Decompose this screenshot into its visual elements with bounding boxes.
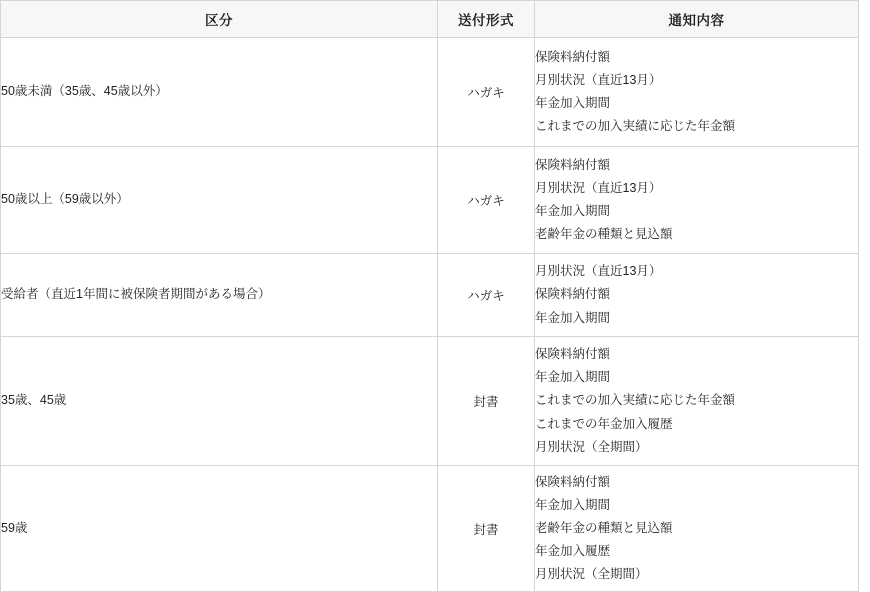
content-line: 月別状況（直近13月） xyxy=(535,264,662,279)
content-line: 月別状況（直近13月） xyxy=(535,72,662,87)
table-body xyxy=(1,38,859,592)
content-line: 年金加入期間 xyxy=(535,310,611,325)
content-line: 老齢年金の種類と見込額 xyxy=(535,520,673,535)
table-header-row xyxy=(1,1,859,38)
column-header-format: 送付形式 xyxy=(438,1,535,38)
content-line: 月別状況（全期間） xyxy=(535,439,648,454)
table-row xyxy=(1,147,859,254)
table-row xyxy=(1,337,859,466)
column-header-content: 通知内容 xyxy=(535,1,859,38)
content-line: 年金加入履歴 xyxy=(535,544,611,559)
content-line: 保険料納付額 xyxy=(535,347,611,362)
cell-content xyxy=(535,337,859,466)
content-line: 保険料納付額 xyxy=(535,474,611,489)
content-line: 月別状況（直近13月） xyxy=(535,180,662,195)
cell-format: 封書 xyxy=(438,466,535,592)
cell-format: ハガキ xyxy=(438,38,535,147)
cell-category: 受給者（直近1年間に被保険者期間がある場合） xyxy=(1,254,438,337)
content-line: これまでの年金加入履歴 xyxy=(535,416,673,431)
content-line: 年金加入期間 xyxy=(535,370,611,385)
content-line: 保険料納付額 xyxy=(535,287,611,302)
table-row xyxy=(1,38,859,147)
content-line: これまでの加入実績に応じた年金額 xyxy=(535,119,736,134)
table-header xyxy=(1,1,859,38)
cell-category: 59歳 xyxy=(1,466,438,592)
cell-content xyxy=(535,147,859,254)
cell-format: ハガキ xyxy=(438,147,535,254)
cell-format: ハガキ xyxy=(438,254,535,337)
content-line: 保険料納付額 xyxy=(535,157,611,172)
content-line: 保険料納付額 xyxy=(535,49,611,64)
content-line: これまでの加入実績に応じた年金額 xyxy=(535,393,736,408)
content-line: 老齢年金の種類と見込額 xyxy=(535,227,673,242)
cell-content xyxy=(535,466,859,592)
table-row xyxy=(1,466,859,592)
content-line: 年金加入期間 xyxy=(535,204,611,218)
table-row xyxy=(1,254,859,337)
content-line: 年金加入期間 xyxy=(535,96,611,110)
cell-category: 35歳、45歳 xyxy=(1,337,438,466)
cell-content xyxy=(535,38,859,147)
cell-category: 50歳未満（35歳、45歳以外） xyxy=(1,38,438,147)
content-line: 年金加入期間 xyxy=(535,497,611,512)
cell-format: 封書 xyxy=(438,337,535,466)
column-header-category: 区分 xyxy=(1,1,438,38)
content-line: 月別状況（全期間） xyxy=(535,567,648,582)
cell-content xyxy=(535,254,859,337)
cell-category: 50歳以上（59歳以外） xyxy=(1,147,438,254)
